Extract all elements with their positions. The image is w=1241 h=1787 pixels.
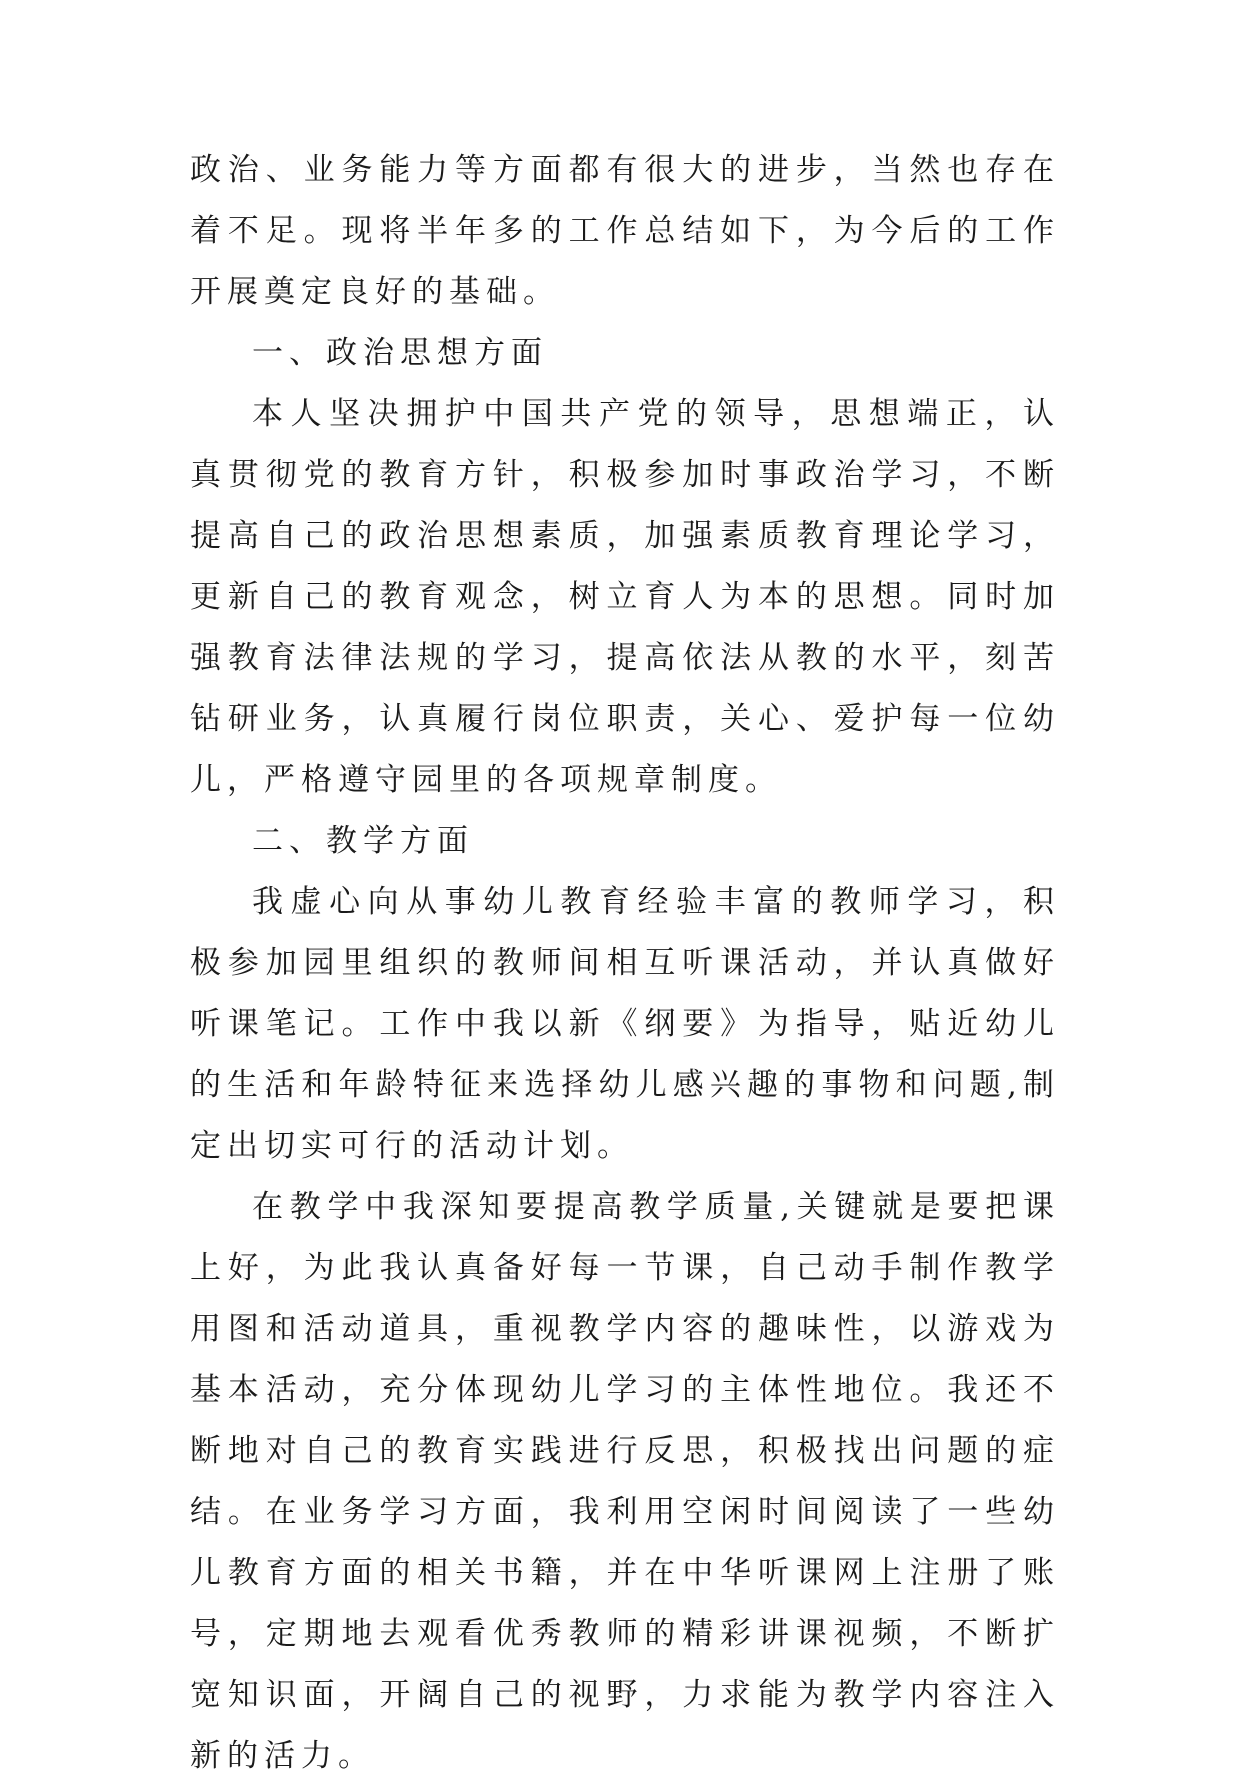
document-body xyxy=(190,140,1060,1787)
paragraph-teaching-learning: 我虚心向从事幼儿教育经验丰富的教师学习，积极参加园里组织的教师间相互听课活动，并认真做好听课笔记。工作中我以新《纲要》为指导，贴近幼儿的生活和年龄特征来选择幼儿感兴趣的事物和问题,制定出切实可行的活动计划。 xyxy=(190,884,1060,1164)
section-heading-teaching: 二、教学方面 xyxy=(252,823,474,859)
section-heading-political: 一、政治思想方面 xyxy=(252,335,548,371)
paragraph-teaching-quality: 在教学中我深知要提高教学质量,关键就是要把课上好，为此我认真备好每一节课，自己动手制作教学用图和活动道具，重视教学内容的趣味性，以游戏为基本活动，充分体现幼儿学习的主体性地位。我还不断地对自己的教育实践进行反思，积极找出问题的症结。在业务学习方面，我利用空闲时间阅读了一些幼儿教育方面的相关书籍，并在中华听课网上注册了账号，定期地去观看优秀教师的精彩讲课视频，不断扩宽知识面，开阔自己的视野，力求能为教学内容注入新的活力。 xyxy=(190,1189,1060,1774)
paragraph-intro-continuation: 政治、业务能力等方面都有很大的进步，当然也存在着不足。现将半年多的工作总结如下，为今后的工作开展奠定良好的基础。 xyxy=(190,152,1060,310)
paragraph-political: 本人坚决拥护中国共产党的领导，思想端正，认真贯彻党的教育方针，积极参加时事政治学习，不断提高自己的政治思想素质，加强素质教育理论学习，更新自己的教育观念，树立育人为本的思想。同时加强教育法律法规的学习，提高依法从教的水平，刻苦钻研业务，认真履行岗位职责，关心、爱护每一位幼儿，严格遵守园里的各项规章制度。 xyxy=(190,396,1060,798)
